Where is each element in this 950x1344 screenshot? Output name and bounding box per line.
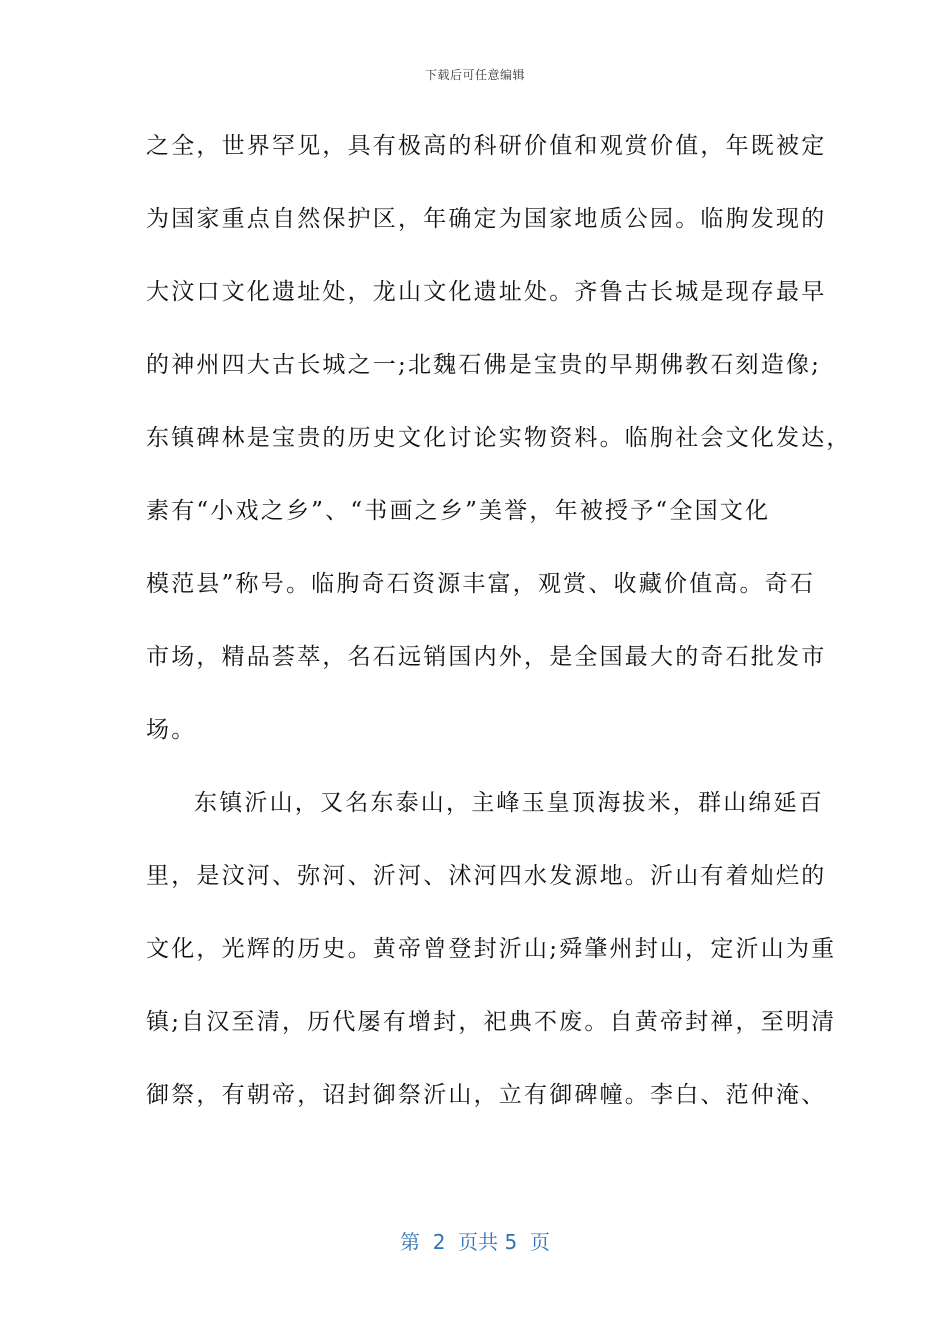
text-line: 里，是汶河、弥河、沂河、沭河四水发源地。沂山有着灿烂的 bbox=[146, 863, 827, 889]
text-line: 场。 bbox=[146, 717, 197, 743]
text-line: 大汶口文化遗址处，龙山文化遗址处。齐鲁古长城是现存最早 bbox=[146, 279, 827, 305]
text-line: 镇;自汉至清，历代屡有增封，祀典不废。自黄帝封禅，至明清 bbox=[146, 1009, 837, 1035]
text-line: 的神州四大古长城之一;北魏石佛是宝贵的早期佛教石刻造像; bbox=[146, 352, 822, 378]
text-line: 为国家重点自然保护区，年确定为国家地质公园。临朐发现的 bbox=[146, 206, 827, 232]
page-header-note: 下载后可任意编辑 bbox=[424, 68, 525, 82]
text-line: 文化，光辉的历史。黄帝曾登封沂山;舜肇州封山，定沂山为重 bbox=[146, 936, 837, 962]
text-line: 模范县”称号。临朐奇石资源丰富，观赏、收藏价值高。奇石 bbox=[146, 571, 816, 597]
text-line: 东镇碑林是宝贵的历史文化讨论实物资料。临朐社会文化发达， bbox=[146, 425, 852, 451]
text-line: 素有“小戏之乡”、“书画之乡”美誉，年被授予“全国文化 bbox=[146, 498, 771, 524]
page-number-footer: 第 2 页共 5 页 bbox=[400, 1230, 550, 1254]
text-line: 市场，精品荟萃，名石远销国内外，是全国最大的奇石批发市 bbox=[146, 644, 827, 670]
text-line: 东镇沂山，又名东泰山，主峰玉皇顶海拔米，群山绵延百 bbox=[194, 790, 824, 816]
text-line: 御祭，有朝帝，诏封御祭沂山，立有御碑幢。李白、范仲淹、 bbox=[146, 1082, 827, 1108]
text-line: 之全，世界罕见，具有极高的科研价值和观赏价值，年既被定 bbox=[146, 133, 827, 159]
